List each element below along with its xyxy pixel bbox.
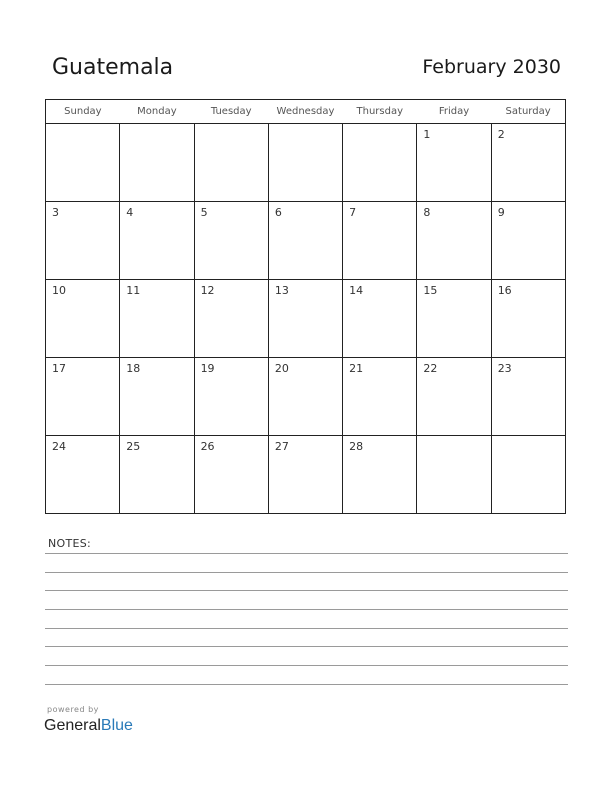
day-number: 10 <box>52 284 66 297</box>
day-number: 19 <box>200 362 215 375</box>
weekday-header: Saturday <box>491 100 565 124</box>
day-number: 9 <box>497 206 505 219</box>
brand-name-part1: General <box>44 717 101 734</box>
day-cell <box>491 124 565 202</box>
day-cell <box>343 436 417 514</box>
note-line <box>45 684 568 685</box>
calendar-week-row <box>46 436 566 514</box>
country-title: Guatemala <box>52 55 174 80</box>
day-cell <box>194 202 268 280</box>
day-number: 17 <box>52 362 66 375</box>
day-cell <box>491 280 565 358</box>
day-cell <box>417 358 491 436</box>
day-cell <box>417 124 491 202</box>
notes-label: NOTES: <box>48 537 92 550</box>
day-number: 1 <box>423 128 431 141</box>
generalblue-logo <box>44 717 133 735</box>
day-number: 4 <box>126 206 134 219</box>
day-cell <box>268 280 342 358</box>
day-cell <box>46 358 120 436</box>
day-cell <box>194 358 268 436</box>
day-number: 27 <box>274 440 289 453</box>
day-number: 25 <box>126 440 141 453</box>
day-number: 21 <box>349 362 364 375</box>
day-cell <box>46 202 120 280</box>
calendar-grid <box>45 99 566 514</box>
calendar-week-row <box>46 358 566 436</box>
day-cell <box>491 436 565 514</box>
note-line <box>45 572 568 573</box>
day-number: 14 <box>349 284 364 297</box>
day-number: 8 <box>423 206 431 219</box>
day-cell <box>46 124 120 202</box>
note-line <box>45 590 568 591</box>
day-cell <box>46 436 120 514</box>
day-number: 11 <box>126 284 141 297</box>
day-cell <box>268 436 342 514</box>
day-number: 28 <box>349 440 364 453</box>
day-cell <box>194 280 268 358</box>
day-cell <box>343 358 417 436</box>
day-cell <box>491 358 565 436</box>
day-cell <box>417 202 491 280</box>
weekday-header: Thursday <box>343 100 417 124</box>
day-cell <box>343 202 417 280</box>
calendar-week-row <box>46 280 566 358</box>
day-cell <box>46 280 120 358</box>
weekday-header: Tuesday <box>194 100 268 124</box>
day-cell <box>491 202 565 280</box>
note-line <box>45 665 568 666</box>
day-cell <box>120 202 194 280</box>
day-number <box>343 124 416 128</box>
day-number: 16 <box>497 284 512 297</box>
month-year-title: February 2030 <box>422 56 561 78</box>
day-number: 12 <box>200 284 215 297</box>
note-line <box>45 553 568 554</box>
day-number: 13 <box>274 284 289 297</box>
day-cell <box>268 358 342 436</box>
calendar-week-row <box>46 124 566 202</box>
calendar-week-row <box>46 202 566 280</box>
day-cell <box>194 436 268 514</box>
day-number: 26 <box>200 440 215 453</box>
day-number: 7 <box>349 206 357 219</box>
day-number <box>492 436 565 440</box>
day-cell <box>417 280 491 358</box>
powered-by-text: powered by <box>47 705 99 714</box>
day-number <box>417 436 490 440</box>
weekday-header: Sunday <box>46 100 120 124</box>
weekday-header: Monday <box>120 100 194 124</box>
weekday-header: Friday <box>417 100 491 124</box>
weekday-header-row <box>46 100 566 124</box>
day-number: 18 <box>126 362 141 375</box>
weekday-header: Wednesday <box>268 100 342 124</box>
day-cell <box>343 124 417 202</box>
brand-name-part2: Blue <box>100 717 133 734</box>
day-cell <box>268 202 342 280</box>
day-cell <box>120 280 194 358</box>
day-cell <box>268 124 342 202</box>
day-cell <box>417 436 491 514</box>
day-number: 20 <box>274 362 289 375</box>
day-cell <box>120 358 194 436</box>
day-number: 23 <box>497 362 512 375</box>
day-number: 6 <box>274 206 282 219</box>
day-number: 3 <box>52 206 59 219</box>
day-number: 15 <box>423 284 438 297</box>
note-line <box>45 609 568 610</box>
day-number <box>120 124 193 128</box>
note-line <box>45 628 568 629</box>
day-cell <box>120 124 194 202</box>
day-cell <box>194 124 268 202</box>
day-number: 2 <box>497 128 505 141</box>
day-number <box>195 124 268 128</box>
day-number <box>269 124 342 128</box>
day-cell <box>120 436 194 514</box>
day-number: 22 <box>423 362 438 375</box>
day-cell <box>343 280 417 358</box>
day-number: 24 <box>52 440 66 453</box>
day-number <box>46 124 119 128</box>
day-number: 5 <box>200 206 208 219</box>
note-line <box>45 646 568 647</box>
